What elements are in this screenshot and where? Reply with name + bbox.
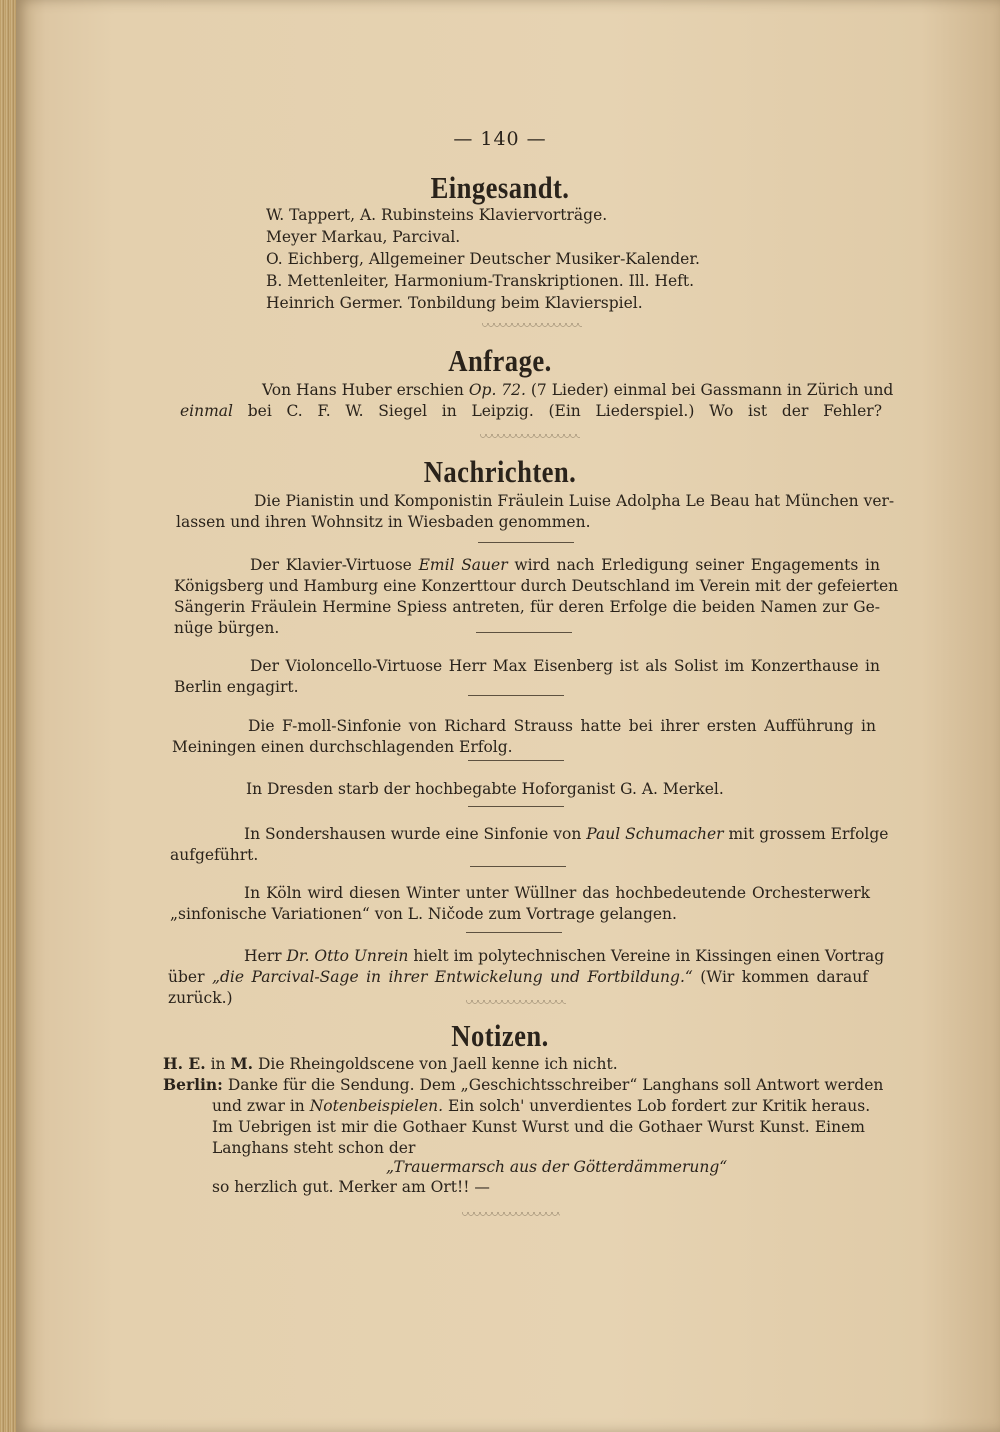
note-quote: „Trauermarsch aus der Götterdämmerung“ [386, 1158, 728, 1176]
heading-notizen: Notizen. [451, 1018, 549, 1053]
news-item: In Köln wird diesen Winter unter Wüllner das hochbedeutende Orchesterwerk „sinfonische Variationen“ von L. Ničode zum Vortrage gelangen. [170, 884, 870, 923]
news-item: In Sondershausen wurde eine Sinfonie von Paul Schumacher mit grossem Erfolge aufgeführt. [170, 825, 889, 864]
eingesandt-line: Meyer Markau, Parcival. [266, 228, 461, 246]
heading-eingesandt: Eingesandt. [430, 170, 570, 205]
item-separator [478, 542, 574, 543]
note-line: so herzlich gut. Merker am Ort!! — [212, 1178, 490, 1196]
item-separator [466, 932, 562, 933]
ornament-divider [462, 1212, 560, 1218]
ornament-divider [482, 323, 582, 329]
news-item: Der Violoncello-Virtuose Herr Max Eisenberg ist als Solist im Konzerthause in Berlin engagirt. [174, 657, 880, 696]
eingesandt-line: O. Eichberg, Allgemeiner Deutscher Musiker-Kalender. [266, 250, 700, 268]
item-separator [476, 632, 572, 633]
item-separator [470, 866, 566, 867]
note-item: H. E. in M. Die Rheingoldscene von Jaell kenne ich nicht. [163, 1054, 618, 1073]
heading-nachrichten: Nachrichten. [423, 454, 577, 489]
ornament-divider [480, 434, 580, 440]
eingesandt-line: W. Tappert, A. Rubinsteins Klaviervorträge. [266, 206, 608, 224]
page-edges [0, 0, 16, 1432]
note-line: und zwar in Notenbeispielen. Ein solch' unverdientes Lob fordert zur Kritik heraus. [212, 1097, 871, 1115]
news-item: Die F-moll-Sinfonie von Richard Strauss hatte bei ihrer ersten Aufführung in Meiningen einen durchschlagenden Erfolg. [172, 717, 876, 756]
eingesandt-line: B. Mettenleiter, Harmonium-Transkriptionen. Ill. Heft. [266, 272, 695, 290]
news-item: Herr Dr. Otto Unrein hielt im polytechnischen Vereine in Kissingen einen Vortrag über „die Parcival-Sage in ihrer Entwickelung und Fortbildung.“ (Wir kommen darauf zurück.) [168, 947, 885, 1007]
page-number: — 140 — [453, 128, 547, 150]
ornament-divider [466, 1000, 566, 1006]
item-separator [468, 695, 564, 696]
anfrage-paragraph: Von Hans Huber erschien Op. 72. (7 Lieder) einmal bei Gassmann in Zürich und einmal bei C. F. W. Siegel in Leipzig. (Ein Liederspiel.) Wo ist der Fehler? [180, 381, 894, 420]
note-line: Langhans steht schon der [212, 1139, 416, 1157]
news-item: Der Klavier-Virtuose Emil Sauer wird nach Erledigung seiner Engagements in Königsberg und Hamburg eine Konzerttour durch Deutschland im Verein mit der gefeierten Sängerin Fräulein Hermine Spiess antreten, für deren Erfolge die beiden Namen zur Ge- nüge bürgen. [174, 556, 899, 637]
eingesandt-line: Heinrich Germer. Tonbildung beim Klavierspiel. [266, 294, 643, 312]
news-item: Die Pianistin und Komponistin Fräulein Luise Adolpha Le Beau hat München ver- lassen und ihren Wohnsitz in Wiesbaden genommen. [176, 492, 895, 531]
heading-anfrage: Anfrage. [448, 343, 552, 378]
note-line: Im Uebrigen ist mir die Gothaer Kunst Wurst und die Gothaer Wurst Kunst. Einem [212, 1118, 865, 1136]
news-item: In Dresden starb der hochbegabte Hoforganist G. A. Merkel. [246, 780, 724, 798]
item-separator [468, 806, 564, 807]
item-separator [468, 760, 564, 761]
note-item: Berlin: Danke für die Sendung. Dem „Geschichtsschreiber“ Langhans soll Antwort werden [163, 1075, 884, 1094]
